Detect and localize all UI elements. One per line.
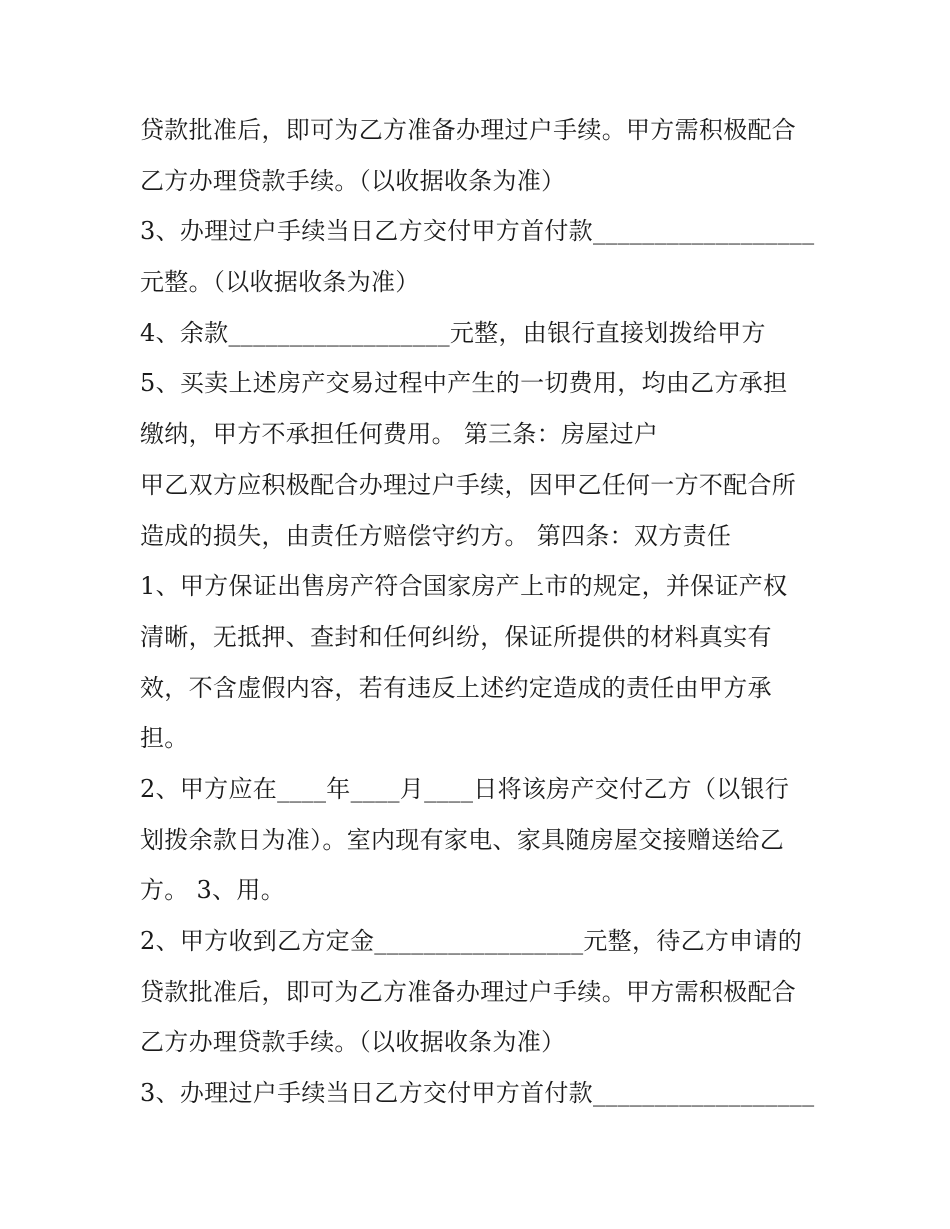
text-line: 2、甲方收到乙方定金_________________元整，待乙方申请的 bbox=[140, 927, 803, 955]
text-line: 乙方办理贷款手续。（以收据收条为准） bbox=[140, 1028, 566, 1057]
text-line: 担。 bbox=[140, 724, 189, 753]
text-line: 4、余款__________________元整，由银行直接划拨给甲方 bbox=[140, 318, 766, 347]
text-line: 1、甲方保证出售房产符合国家房产上市的规定，并保证产权 bbox=[140, 572, 788, 601]
text-line: 5、买卖上述房产交易过程中产生的一切费用，均由乙方承担 bbox=[140, 369, 788, 398]
text-line: 划拨余款日为准）。室内现有家电、家具随房屋交接赠送给乙 bbox=[140, 825, 785, 854]
text-line: 贷款批准后，即可为乙方准备办理过户手续。甲方需积极配合 bbox=[140, 116, 797, 144]
text-line: 甲乙双方应积极配合办理过户手续，因甲乙任何一方不配合所 bbox=[140, 470, 797, 499]
contract-body-text bbox=[140, 105, 820, 1119]
text-line: 缴纳，甲方不承担任何费用。 第三条：房屋过户 bbox=[140, 420, 659, 449]
text-line: 乙方办理贷款手续。（以收据收条为准） bbox=[140, 166, 566, 195]
text-line: 贷款批准后，即可为乙方准备办理过户手续。甲方需积极配合 bbox=[140, 977, 797, 1006]
text-line: 元整。（以收据收条为准） bbox=[140, 268, 420, 297]
text-line: 2、甲方应在____年____月____日将该房产交付乙方（以银行 bbox=[140, 774, 790, 803]
text-line: 3、办理过户手续当日乙方交付甲方首付款__________________ bbox=[140, 1079, 815, 1108]
text-line: 方。 3、用。 bbox=[140, 876, 285, 905]
text-line: 效，不含虚假内容，若有违反上述约定造成的责任由甲方承 bbox=[140, 673, 772, 702]
text-line: 3、办理过户手续当日乙方交付甲方首付款__________________ bbox=[140, 217, 815, 246]
text-line: 造成的损失，由责任方赔偿守约方。 第四条：双方责任 bbox=[140, 521, 732, 550]
text-line: 清晰，无抵押、查封和任何纠纷，保证所提供的材料真实有 bbox=[140, 622, 772, 651]
